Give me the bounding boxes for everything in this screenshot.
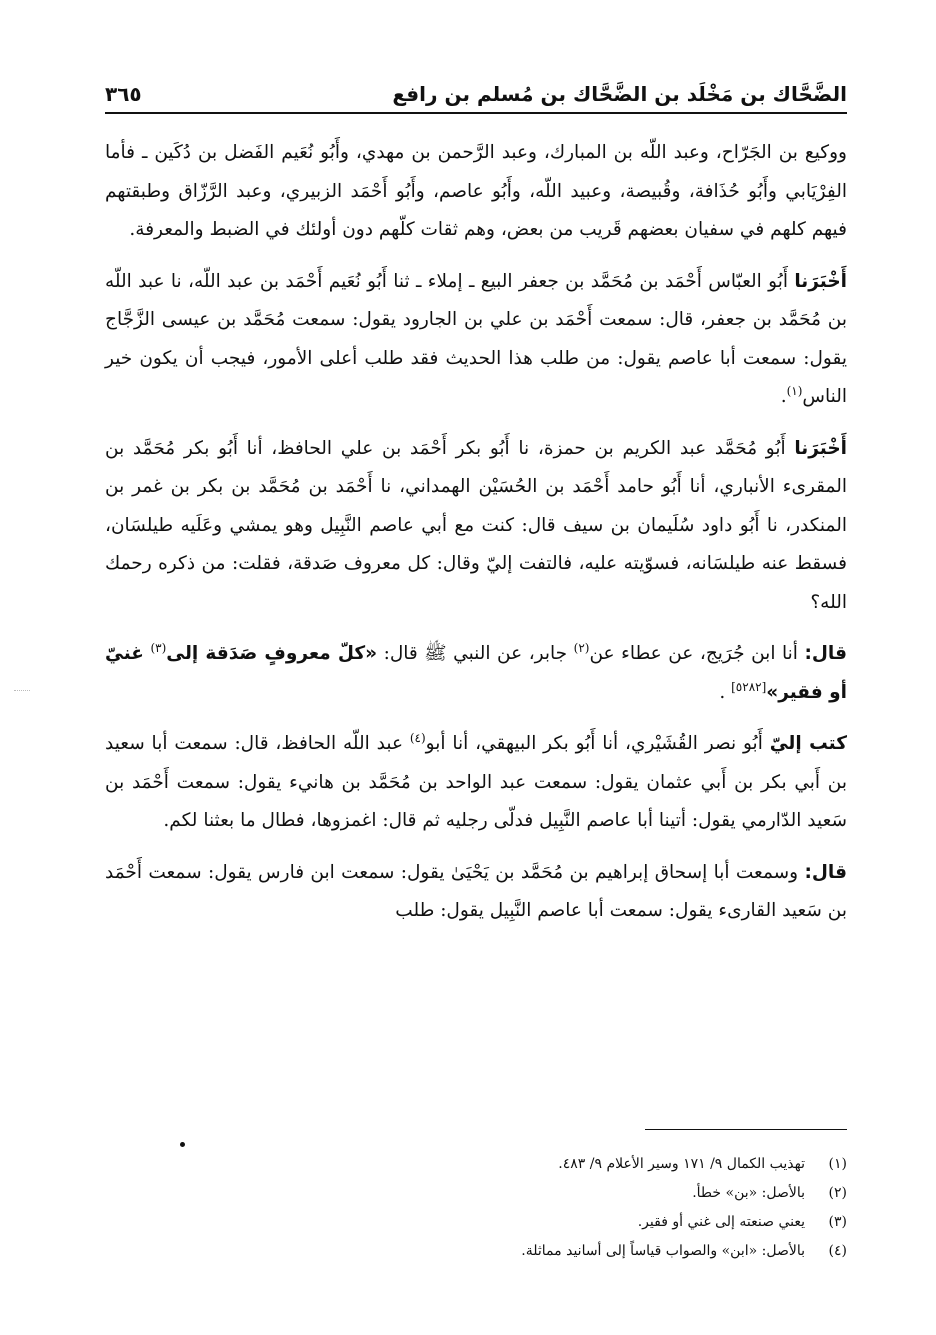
hadith-quote-b: غنيّ أو فقير» (105, 643, 847, 703)
page-number: ٣٦٥ (105, 82, 142, 106)
footnote-ref-4: (٤) (409, 730, 426, 745)
paragraph-4-end: . (719, 681, 726, 703)
paragraph-5 (105, 725, 847, 841)
footnote-number: (٤) (828, 1243, 847, 1259)
paragraph-2 (105, 263, 847, 417)
footnote-number: (٣) (828, 1214, 847, 1230)
paragraph-5-text-b: عبد اللّه الحافظ، قال: سمعت أبا سعيد بن أَبي بكر بن أَبي عثمان يقول: سمعت عبد الواحد بن مُحَمَّد بن هانيء يقول: سمعت أَحْمَد بن سَعيد الدّارمي يقول: أتينا أبا عاصم النَّبِيل فدلّى رجليه ثم قال: اغمزوها، فطال ما بعثنا لكم. (105, 733, 847, 831)
footnote-3 (105, 1208, 847, 1237)
qal-lead: قال: (804, 861, 847, 883)
paragraph-2-text: أَبُو العبّاس أَحْمَد بن مُحَمَّد بن جعفر البيع ـ إملاء ـ ثنا أَبُو نُعَيم أَحْمَد بن عبد اللّه، نا عبد اللّه بن مُحَمَّد بن جعفر، قال: سمعت أَحْمَد بن علي بن الجارود يقول: سمعت مُحَمَّد بن عيسى الزَّجَّاج يقول: سمعت أبا عاصم يقول: من طلب هذا الحديث فقد طلب أعلى الأمور، فيجب أن يكون خير الناس (105, 270, 847, 407)
footnote-ref-3: (٣) (150, 640, 167, 655)
margin-speck (14, 690, 30, 692)
footnote-text: بالأصل: «ابن» والصواب قياساً إلى أسانيد مماثلة. (521, 1243, 805, 1259)
paragraph-2-end: . (780, 386, 787, 407)
paragraph-3-text: أَبُو مُحَمَّد عبد الكريم بن حمزة، نا أَبُو بكر أَحْمَد بن علي الحافظ، أنا أَبُو بكر مُحَمَّد بن المقرىء الأنباري، أنا أَبُو حامد أَحْمَد بن الحُسَيْن الهمداني، نا أَحْمَد بن مُحَمَّد بن بكر بن غمر بن المنكدر، نا أَبُو داود سُلَيمان بن سيف قال: كنت مع أبي عاصم النَّبِيل وهو يمشي وعَلَيه طيلسَان، فسقط عنه طيلسَانه، فسوّيته عليه، فالتفت إليّ وقال: كل معروف صَدقة، فقلت: من ذكره رحمك الله؟ (105, 437, 847, 613)
hadith-quote-a: «كلّ معروفٍ صَدَقة إلى (166, 643, 378, 664)
footnote-4 (105, 1237, 847, 1266)
running-title: الضَّحَّاك بن مَخْلَد بن الضَّحَّاك بن مُسلم بن رافع (392, 82, 847, 106)
paragraph-4-text-b: جابر، عن النبي ﷺ قال: (383, 643, 568, 664)
stray-mark (180, 1142, 185, 1147)
footnote-number: (٢) (828, 1185, 847, 1201)
akhbarana-lead: أَخْبَرَنا (794, 270, 847, 292)
paragraph-4 (105, 635, 847, 712)
kataba-lead: كتب إليّ (769, 733, 847, 754)
footnote-1 (105, 1150, 847, 1179)
footnote-ref-2: (٢) (573, 640, 590, 655)
main-text (105, 134, 847, 944)
footnote-text: يعني صنعته إلى غني أو فقير. (637, 1214, 805, 1230)
page-header (105, 72, 847, 114)
footnote-text: تهذيب الكمال ٩/ ١٧١ وسير الأعلام ٩/ ٤٨٣. (558, 1156, 805, 1172)
paragraph-6 (105, 854, 847, 931)
footnote-text: بالأصل: «بن» خطأ. (692, 1185, 805, 1201)
paragraph-5-text-a: أَبُو نصر القُشَيْري، أنا أَبُو بكر البيهقي، أنا أبو (425, 733, 763, 754)
footnote-separator (645, 1129, 847, 1130)
footnote-ref-1: (١) (786, 383, 803, 398)
paragraph-4-text-a: أنا ابن جُرَيج، عن عطاء عن (589, 643, 798, 664)
footnote-2 (105, 1179, 847, 1208)
hadith-number: [٥٢٨٢] (731, 679, 767, 694)
paragraph-3 (105, 430, 847, 623)
paragraph-1: ووكيع بن الجَرّاح، وعبد اللّه بن المبارك، وعبد الرَّحمن بن مهدي، وأَبُو نُعَيم الفَضل بن دُكَين ـ فأما الفِرْيَابي وأَبُو حُذَافة، وقُبيصة، وعبيد اللّه، وأَبُو عاصم، وأَبُو أَحْمَد الزبيري، وعبد الرَّزّاق وطبقتهم فيهم كلهم في سفيان بعضهم قَريب من بعض، وهم ثقات كلّهم دون أولئك في الضبط والمعرفة. (105, 142, 847, 240)
footnotes (105, 1150, 847, 1266)
paragraph-6-text: وسمعت أبا إسحاق إبراهيم بن مُحَمَّد بن يَحْيَىٰ يقول: سمعت ابن فارس يقول: سمعت أَحْمَد بن سَعيد القارىء يقول: سمعت أبا عاصم النَّبِيل يقول: طلب (105, 861, 847, 921)
qal-lead: قال: (804, 643, 847, 664)
akhbarana-lead: أَخْبَرَنا (794, 437, 847, 459)
footnote-number: (١) (828, 1156, 847, 1172)
